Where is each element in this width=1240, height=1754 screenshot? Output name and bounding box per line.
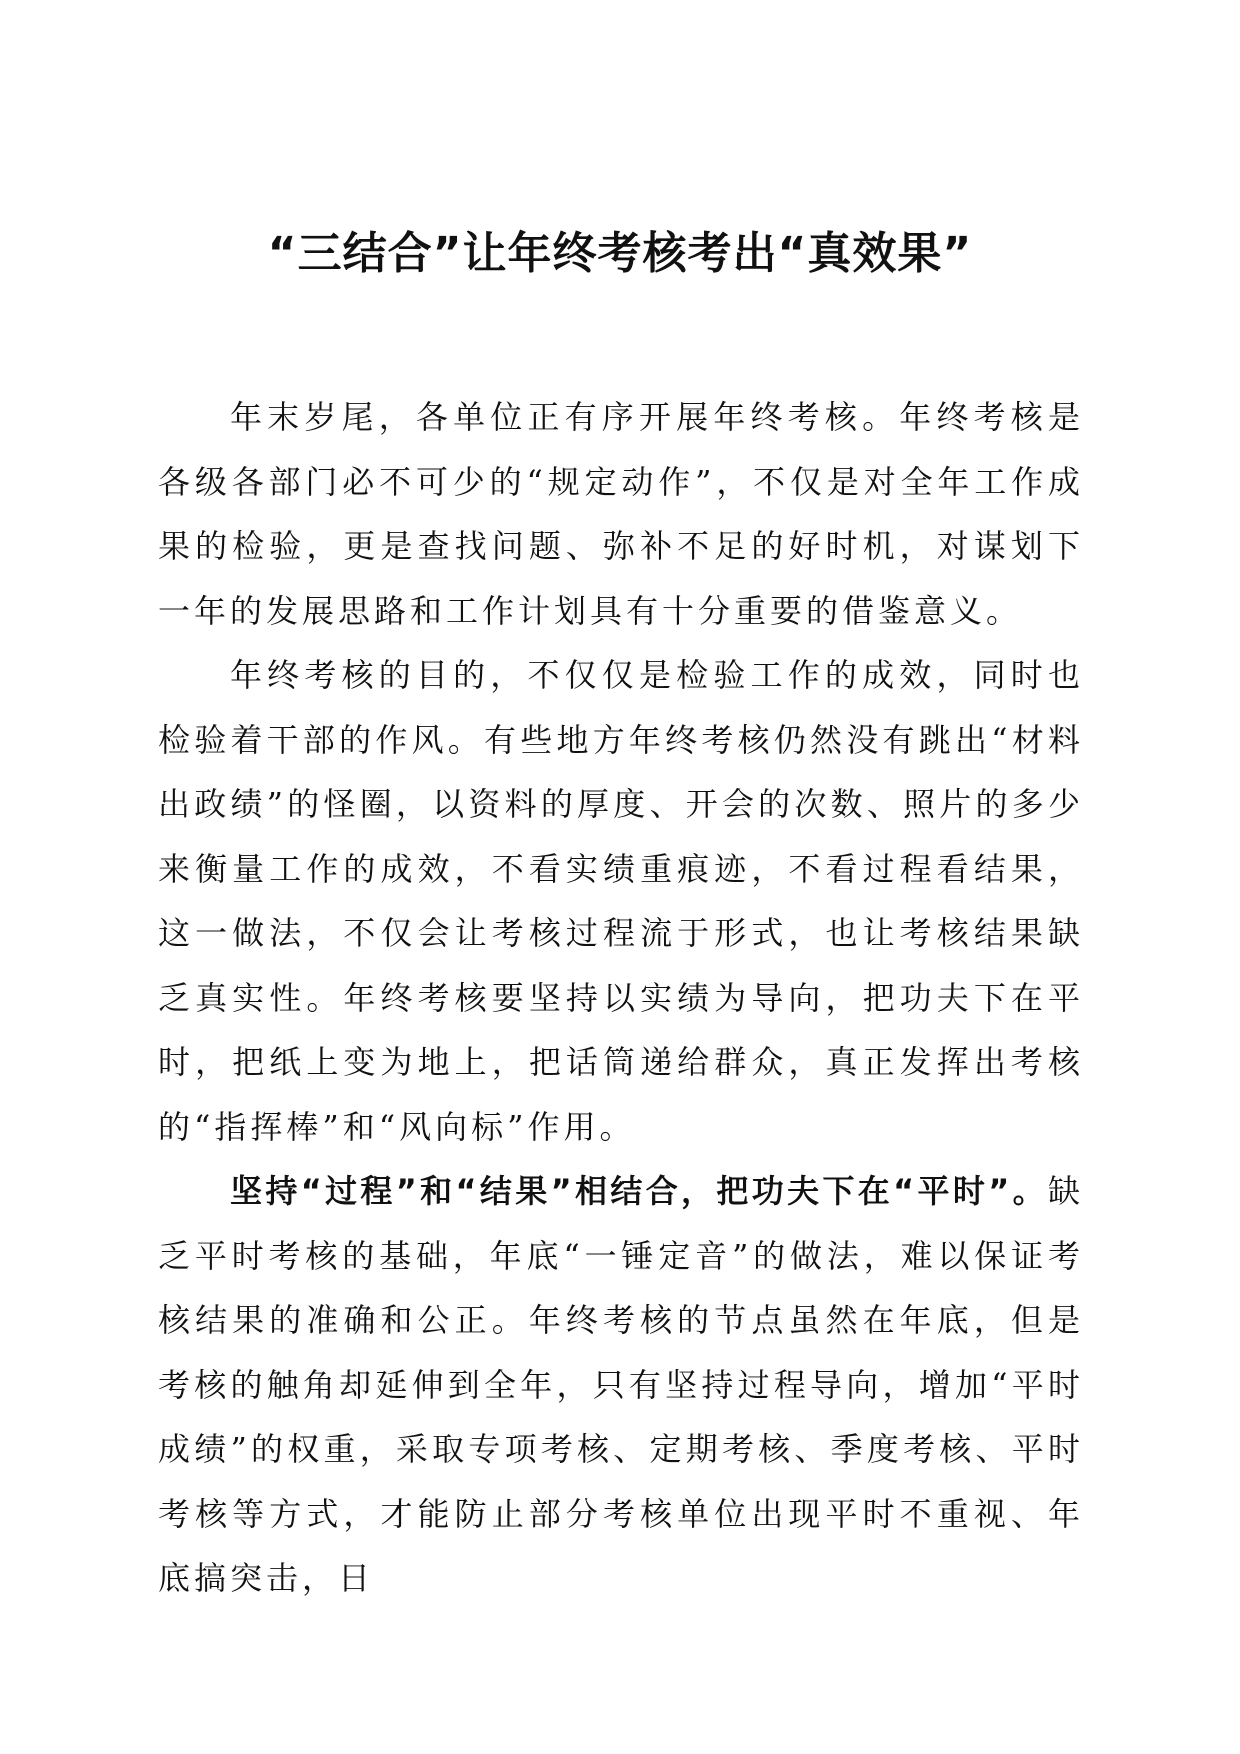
- section-1-text: 缺乏平时考核的基础，年底“一锤定音”的做法，难以保证考核结果的准确和公正。年终考核的节点虽然在年底，但是考核的触角却延伸到全年，只有坚持过程导向，增加“平时成绩”的权重，采取专项考核、定期考核、季度考核、平时考核等方式，才能防止部分考核单位出现平时不重视、年底搞突击，日: [158, 1172, 1084, 1597]
- document-title: “三结合”让年终考核考出“真效果”: [267, 228, 973, 279]
- paragraph-section-1: [158, 1159, 1084, 1611]
- paragraph-intro: 年末岁尾，各单位正有序开展年终考核。年终考核是各级各部门必不可少的“规定动作”，不仅是对全年工作成果的检验，更是查找问题、弥补不足的好时机，对谋划下一年的发展思路和工作计划具有十分重要的借鉴意义。: [158, 398, 1084, 630]
- document-body: [158, 385, 1084, 1611]
- paragraph-purpose: 年终考核的目的，不仅仅是检验工作的成效，同时也检验着干部的作风。有些地方年终考核仍然没有跳出“材料出政绩”的怪圈，以资料的厚度、开会的次数、照片的多少来衡量工作的成效，不看实绩重痕迹，不看过程看结果，这一做法，不仅会让考核过程流于形式，也让考核结果缺乏真实性。年终考核要坚持以实绩为导向，把功夫下在平时，把纸上变为地上，把话筒递给群众，真正发挥出考核的“指挥棒”和“风向标”作用。: [158, 656, 1084, 1146]
- section-1-heading: 坚持“过程”和“结果”相结合，把功夫下在“平时”。: [230, 1172, 1048, 1210]
